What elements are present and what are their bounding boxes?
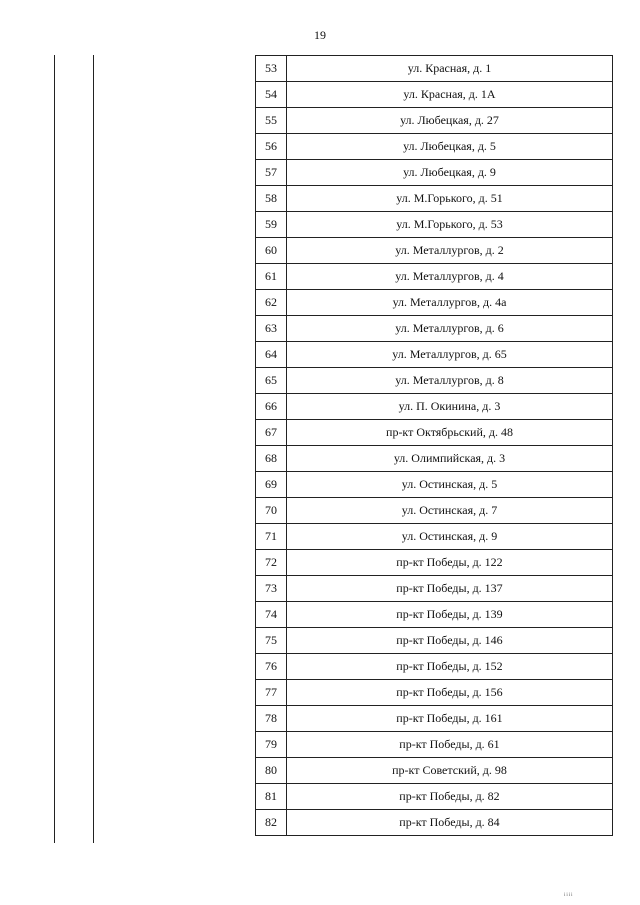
row-number: 72	[256, 550, 287, 576]
table-row	[256, 550, 613, 576]
row-address: пр-кт Победы, д. 122	[287, 550, 613, 576]
row-number: 66	[256, 394, 287, 420]
row-address: ул. Любецкая, д. 9	[287, 160, 613, 186]
table-row	[256, 264, 613, 290]
table-row	[256, 238, 613, 264]
row-number: 57	[256, 160, 287, 186]
row-address: пр-кт Победы, д. 139	[287, 602, 613, 628]
table-row	[256, 446, 613, 472]
row-number: 79	[256, 732, 287, 758]
row-address: пр-кт Победы, д. 137	[287, 576, 613, 602]
row-number: 70	[256, 498, 287, 524]
row-number: 65	[256, 368, 287, 394]
row-address: ул. Красная, д. 1А	[287, 82, 613, 108]
table-row	[256, 602, 613, 628]
row-address: ул. Металлургов, д. 6	[287, 316, 613, 342]
table-row	[256, 498, 613, 524]
row-number: 67	[256, 420, 287, 446]
row-address: ул. М.Горького, д. 51	[287, 186, 613, 212]
row-number: 71	[256, 524, 287, 550]
row-address: пр-кт Победы, д. 61	[287, 732, 613, 758]
row-address: пр-кт Победы, д. 82	[287, 784, 613, 810]
footer-mark: iiii	[564, 893, 574, 898]
address-table-container	[255, 55, 613, 836]
table-row	[256, 56, 613, 82]
row-address: ул. Остинская, д. 9	[287, 524, 613, 550]
row-number: 60	[256, 238, 287, 264]
row-address: ул. Олимпийская, д. 3	[287, 446, 613, 472]
row-address: пр-кт Победы, д. 152	[287, 654, 613, 680]
row-address: пр-кт Победы, д. 161	[287, 706, 613, 732]
left-column-border	[93, 55, 94, 843]
row-address: ул. Металлургов, д. 4	[287, 264, 613, 290]
table-row	[256, 732, 613, 758]
table-row	[256, 134, 613, 160]
row-address: ул. Остинская, д. 7	[287, 498, 613, 524]
row-address: ул. Металлургов, д. 4а	[287, 290, 613, 316]
row-number: 80	[256, 758, 287, 784]
table-row	[256, 160, 613, 186]
row-number: 54	[256, 82, 287, 108]
table-row	[256, 654, 613, 680]
table-row	[256, 290, 613, 316]
row-number: 64	[256, 342, 287, 368]
row-number: 58	[256, 186, 287, 212]
row-address: пр-кт Октябрьский, д. 48	[287, 420, 613, 446]
table-row	[256, 706, 613, 732]
row-number: 62	[256, 290, 287, 316]
row-number: 68	[256, 446, 287, 472]
row-number: 82	[256, 810, 287, 836]
row-address: ул. П. Окинина, д. 3	[287, 394, 613, 420]
table-row	[256, 680, 613, 706]
row-number: 61	[256, 264, 287, 290]
row-address: пр-кт Победы, д. 84	[287, 810, 613, 836]
row-number: 75	[256, 628, 287, 654]
row-address: ул. Металлургов, д. 65	[287, 342, 613, 368]
row-address: ул. Металлургов, д. 8	[287, 368, 613, 394]
table-row	[256, 316, 613, 342]
row-number: 76	[256, 654, 287, 680]
table-row	[256, 342, 613, 368]
table-row	[256, 186, 613, 212]
row-number: 77	[256, 680, 287, 706]
row-address: ул. Металлургов, д. 2	[287, 238, 613, 264]
row-address: пр-кт Победы, д. 156	[287, 680, 613, 706]
table-row	[256, 108, 613, 134]
table-row	[256, 368, 613, 394]
table-row	[256, 576, 613, 602]
left-column-border	[54, 55, 55, 843]
row-number: 56	[256, 134, 287, 160]
table-row	[256, 420, 613, 446]
row-address: пр-кт Советский, д. 98	[287, 758, 613, 784]
page-number: 19	[314, 28, 326, 42]
row-number: 63	[256, 316, 287, 342]
row-number: 53	[256, 56, 287, 82]
row-number: 73	[256, 576, 287, 602]
row-number: 59	[256, 212, 287, 238]
table-row	[256, 212, 613, 238]
row-address: ул. Остинская, д. 5	[287, 472, 613, 498]
table-row	[256, 810, 613, 836]
row-number: 81	[256, 784, 287, 810]
address-table	[255, 55, 613, 836]
table-row	[256, 784, 613, 810]
row-address: ул. Любецкая, д. 27	[287, 108, 613, 134]
table-row	[256, 394, 613, 420]
row-number: 69	[256, 472, 287, 498]
table-row	[256, 472, 613, 498]
row-number: 78	[256, 706, 287, 732]
row-address: ул. Любецкая, д. 5	[287, 134, 613, 160]
row-number: 55	[256, 108, 287, 134]
table-row	[256, 758, 613, 784]
row-address: ул. Красная, д. 1	[287, 56, 613, 82]
table-row	[256, 628, 613, 654]
table-row	[256, 82, 613, 108]
row-address: ул. М.Горького, д. 53	[287, 212, 613, 238]
table-row	[256, 524, 613, 550]
row-address: пр-кт Победы, д. 146	[287, 628, 613, 654]
row-number: 74	[256, 602, 287, 628]
address-table-body	[256, 56, 613, 836]
